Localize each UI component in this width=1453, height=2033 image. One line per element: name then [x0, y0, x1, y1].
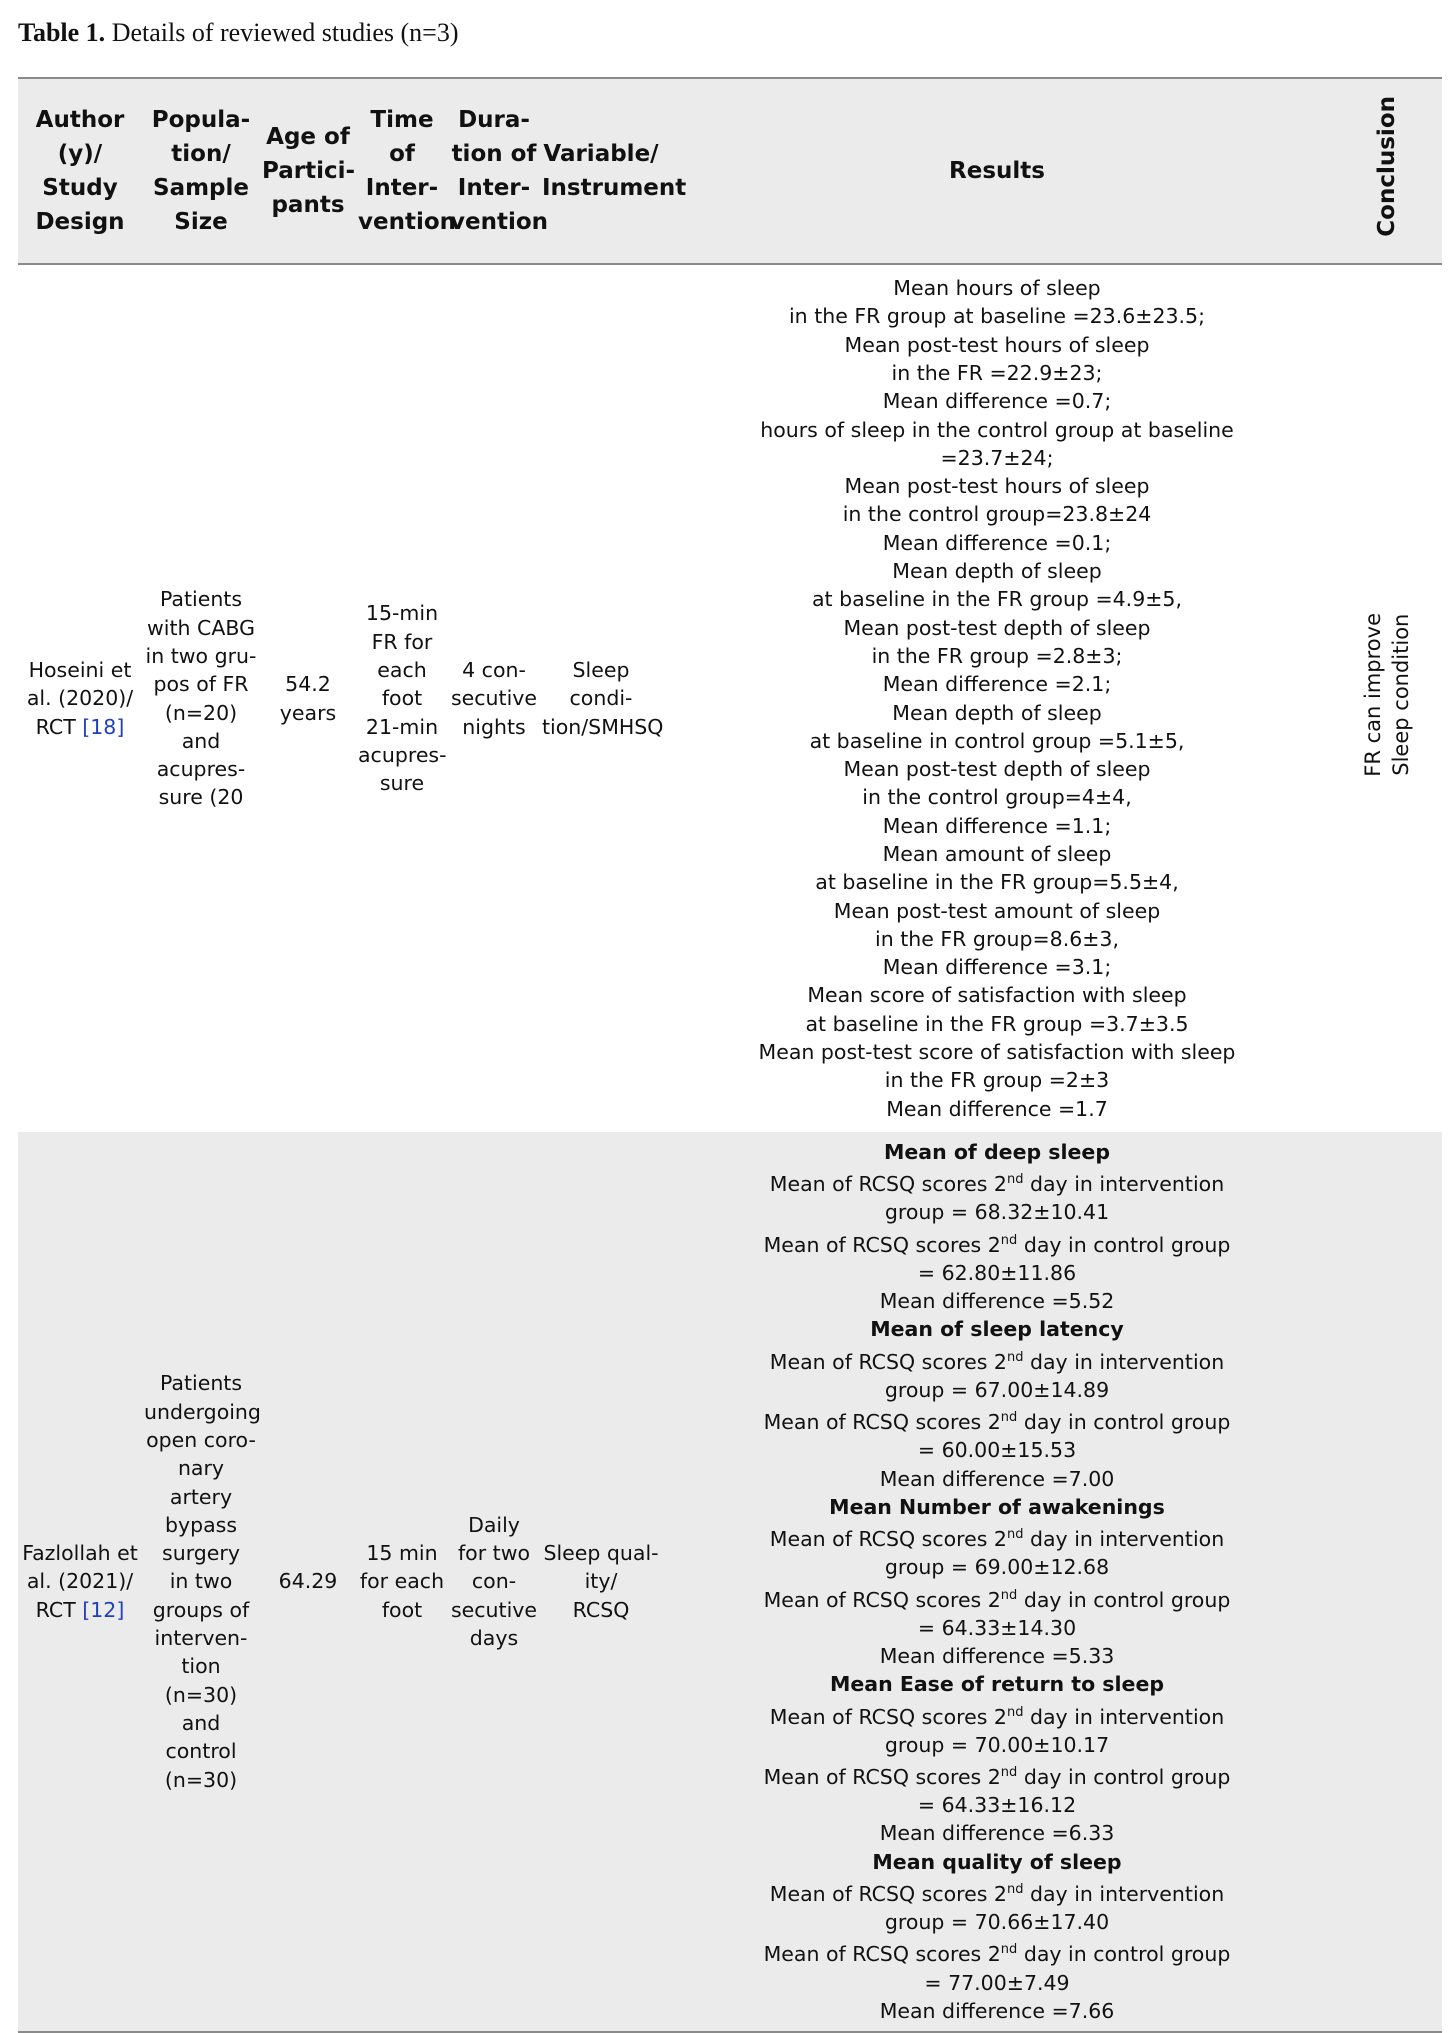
result-line: in the FR group at baseline =23.6±23.5; [788, 304, 1206, 329]
conclusion-text [1359, 613, 1415, 777]
result-line: in the control group=23.8±24 [842, 502, 1152, 527]
result-line: Mean of RCSQ scores 2nd day in control group [763, 1587, 1231, 1612]
cell-line: pos of FR [153, 672, 249, 697]
result-line: Mean of RCSQ scores 2nd day in intervention [769, 1172, 1225, 1197]
cell-conclusion [1332, 1132, 1442, 2032]
result-line: Mean depth of sleep [892, 700, 1102, 725]
table-row [18, 1132, 1442, 2032]
result-line: at baseline in the FR group =3.7±3.5 [805, 1011, 1189, 1036]
header-results: Results [662, 78, 1332, 264]
result-line: in the FR group =2±3 [884, 1068, 1110, 1093]
cell-author [18, 1132, 142, 2032]
cell-line: sure (20 [158, 785, 244, 810]
result-line: at baseline in the FR group =4.9±5, [812, 587, 1182, 612]
ordinal-suffix: nd [1006, 1527, 1024, 1543]
result-line: in the FR group =2.8±3; [871, 643, 1123, 668]
cell-line: con- [471, 1569, 517, 1594]
ordinal-suffix: nd [1000, 1765, 1018, 1781]
cell-line: 15 min [366, 1541, 438, 1566]
result-line: group = 70.66±17.40 [884, 1910, 1110, 1935]
cell-line: Author (y)/ [35, 107, 125, 167]
result-line: = 77.00±7.49 [924, 1970, 1070, 1995]
result-line: Mean difference =5.33 [879, 1644, 1115, 1669]
cell-line: al. (2020)/ [26, 686, 134, 711]
result-line: Mean post-test amount of sleep [833, 898, 1161, 923]
result-line: in the control group=4±4, [862, 785, 1132, 810]
cell-population [142, 264, 260, 1132]
result-line: Mean difference =2.1; [882, 672, 1112, 697]
cell-line: Sleep qual- [543, 1541, 659, 1566]
table-caption [18, 18, 458, 48]
cell-line: open coro- [146, 1427, 256, 1452]
cell-line: vention [358, 209, 457, 235]
result-line: Mean score of satisfaction with sleep [807, 983, 1187, 1008]
cell-line: secutive [450, 1597, 538, 1622]
header-conclusion-label: Conclusion [1374, 95, 1400, 237]
cell-variable [540, 1132, 662, 2032]
cell-line: 64.29 [278, 1569, 338, 1594]
cell-line: each [377, 658, 427, 683]
result-line: Mean of RCSQ scores 2nd day in intervention [769, 1527, 1225, 1551]
result-line: Mean difference =1.7 [886, 1096, 1108, 1121]
cell-line: groups of [152, 1597, 250, 1622]
result-line: Mean post-test depth of sleep [843, 757, 1151, 782]
cell-line: 21-min [365, 714, 439, 739]
cell-line: days [469, 1626, 519, 1651]
cell-line: pants [271, 192, 345, 218]
ordinal-suffix: nd [1000, 1410, 1018, 1426]
result-line: at baseline in the FR group=5.5±4, [815, 870, 1179, 895]
cell-line: with CABG [147, 615, 255, 640]
result-line: Mean of RCSQ scores 2nd day in intervention [769, 1704, 1225, 1729]
cell-line: tion (n=30) [164, 1654, 238, 1707]
cell-line: Age of [266, 124, 350, 150]
table-caption-label: Table 1. [18, 18, 106, 47]
result-line: Mean post-test score of satisfaction with sleep [758, 1040, 1236, 1065]
cell-line: FR for [371, 629, 433, 654]
cell-population [142, 1132, 260, 2032]
cell-line: RCSQ [572, 1597, 630, 1622]
ordinal-suffix: nd [1006, 1172, 1024, 1188]
result-line: Mean difference =0.1; [882, 530, 1112, 555]
cell-line: sure [379, 771, 425, 796]
cell-line: and control [165, 1710, 237, 1764]
result-line: Mean difference =0.7; [882, 389, 1112, 414]
result-line: Mean of RCSQ scores 2nd day in intervention [769, 1349, 1225, 1374]
ordinal-suffix: nd [1000, 1942, 1018, 1958]
result-line: Mean difference =1.1; [882, 813, 1112, 838]
header-conclusion [1332, 78, 1442, 264]
author-design: RCT [35, 714, 83, 739]
result-heading: Mean of sleep latency [870, 1317, 1124, 1342]
cell-line: 54.2 [285, 672, 331, 697]
ordinal-suffix: nd [1000, 1232, 1018, 1248]
cell-line: nary artery [169, 1456, 233, 1509]
cell-line: Sample [153, 175, 249, 201]
cell-line: ity/ [584, 1569, 618, 1594]
cell-line: acupres- [156, 757, 246, 782]
result-line: Mean of RCSQ scores 2nd day in control group [763, 1232, 1231, 1257]
cell-line: al. (2021)/ [26, 1569, 134, 1594]
reference-link[interactable]: [18] [82, 714, 125, 739]
result-line: Mean of RCSQ scores 2nd day in control group [763, 1764, 1231, 1789]
cell-line: Partici- [262, 158, 356, 184]
result-line: at baseline in control group =5.1±5, [809, 728, 1185, 753]
result-line: Mean hours of sleep [893, 276, 1101, 301]
result-line: Mean difference =5.52 [879, 1289, 1115, 1314]
cell-line: for each [359, 1569, 445, 1594]
result-line: = 64.33±14.30 [917, 1615, 1077, 1640]
cell-conclusion [1332, 264, 1442, 1132]
result-line: =23.7±24; [940, 445, 1054, 470]
cell-line: Instrument [542, 175, 687, 201]
cell-time [356, 264, 448, 1132]
author-design: RCT [35, 1597, 83, 1622]
cell-line: secutive [450, 686, 538, 711]
cell-line: interven- [154, 1626, 248, 1651]
cell-duration [448, 264, 540, 1132]
result-line: group = 69.00±12.68 [884, 1555, 1110, 1580]
header-time [356, 78, 457, 264]
result-line: in the FR group=8.6±3, [875, 926, 1119, 951]
cell-line: acupres- [358, 742, 447, 767]
cell-line: foot [381, 1597, 423, 1622]
header-author [18, 78, 142, 264]
table-row [18, 264, 1442, 1132]
cell-variable [540, 264, 662, 1132]
result-line: = 60.00±15.53 [917, 1438, 1077, 1463]
cell-author [18, 264, 142, 1132]
result-line: group = 67.00±14.89 [884, 1377, 1110, 1402]
cell-age [260, 1132, 356, 2032]
cell-line: Sleep condi- [569, 658, 633, 711]
header-age [260, 78, 356, 264]
cell-duration [448, 1132, 540, 2032]
result-line: Mean difference =7.66 [879, 1998, 1115, 2023]
result-heading: Mean Ease of return to sleep [829, 1672, 1165, 1697]
cell-line: for two [457, 1541, 531, 1566]
cell-line: Time of [370, 107, 434, 167]
result-heading: Mean Number of awakenings [829, 1494, 1165, 1519]
cell-results [662, 1132, 1332, 2032]
result-line: group = 70.00±10.17 [884, 1732, 1110, 1757]
header-row [18, 78, 1442, 264]
cell-line: FR can improve [1361, 612, 1385, 777]
studies-table [18, 77, 1442, 2033]
ordinal-suffix: nd [1006, 1704, 1024, 1720]
header-population [142, 78, 260, 264]
cell-line: undergoing [144, 1399, 261, 1424]
cell-line: nights [462, 714, 526, 739]
cell-line: Dura- [458, 107, 530, 133]
result-line: Mean depth of sleep [892, 559, 1102, 584]
cell-line: Fazlollah et [22, 1541, 138, 1566]
cell-line: vention [450, 209, 549, 235]
cell-line: tion/ [171, 141, 231, 167]
cell-line: Hoseini et [28, 658, 132, 683]
cell-line: Patients [159, 1371, 243, 1396]
cell-line: (n=20) and [164, 700, 238, 753]
cell-line: 4 con- [462, 658, 526, 683]
cell-age [260, 264, 356, 1132]
table-caption-text: Details of reviewed studies (n=3) [105, 18, 459, 47]
cell-line: Size [174, 209, 228, 235]
cell-line: 15-min [365, 601, 439, 626]
result-line: Mean difference =7.00 [879, 1466, 1115, 1491]
cell-line: Design [35, 209, 125, 235]
cell-line: in two gru- [145, 643, 257, 668]
cell-line: surgery [162, 1541, 240, 1566]
cell-time [356, 1132, 448, 2032]
cell-line: years [279, 700, 337, 725]
cell-line: Patients [159, 587, 243, 612]
header-duration [448, 78, 549, 264]
result-line: Mean of RCSQ scores 2nd day in intervention [769, 1881, 1225, 1906]
result-line: hours of sleep in the control group at baseline [760, 417, 1234, 442]
result-line: Mean difference =6.33 [879, 1821, 1115, 1846]
cell-line: Study [42, 175, 118, 201]
cell-line: Daily [468, 1512, 520, 1537]
cell-line: Popula- [151, 107, 251, 133]
cell-line: (n=30) [164, 1767, 238, 1792]
cell-line: bypass [164, 1512, 238, 1537]
cell-line: tion/SMHSQ [542, 714, 664, 739]
result-heading: Mean quality of sleep [872, 1849, 1122, 1874]
cell-line: Inter- [365, 175, 439, 201]
cell-line: Sleep condition [1389, 613, 1413, 776]
result-line: Mean post-test hours of sleep [844, 474, 1150, 499]
ordinal-suffix: nd [1006, 1349, 1024, 1365]
header-variable [540, 78, 687, 264]
result-line: = 62.80±11.86 [917, 1260, 1077, 1285]
cell-line: foot [381, 686, 423, 711]
reference-link[interactable]: [12] [82, 1597, 125, 1622]
result-line: Mean of RCSQ scores 2nd day in control group [763, 1409, 1231, 1434]
result-line: Mean post-test hours of sleep [844, 332, 1150, 357]
result-line: Mean difference =3.1; [882, 955, 1112, 980]
ordinal-suffix: nd [1006, 1882, 1024, 1898]
cell-line: Variable/ [543, 141, 659, 167]
cell-results [662, 264, 1332, 1132]
result-line: Mean of RCSQ scores 2nd day in control group [763, 1942, 1231, 1967]
result-heading: Mean of deep sleep [883, 1140, 1110, 1164]
result-line: Mean amount of sleep [882, 841, 1112, 866]
result-line: Mean post-test depth of sleep [843, 615, 1151, 640]
result-line: group = 68.32±10.41 [884, 1200, 1110, 1225]
result-line: in the FR =22.9±23; [891, 360, 1103, 385]
ordinal-suffix: nd [1000, 1587, 1018, 1603]
cell-line: in two [169, 1569, 233, 1594]
result-line: = 64.33±16.12 [917, 1793, 1077, 1818]
cell-line: Inter- [457, 175, 531, 201]
cell-line: tion of [451, 141, 537, 167]
